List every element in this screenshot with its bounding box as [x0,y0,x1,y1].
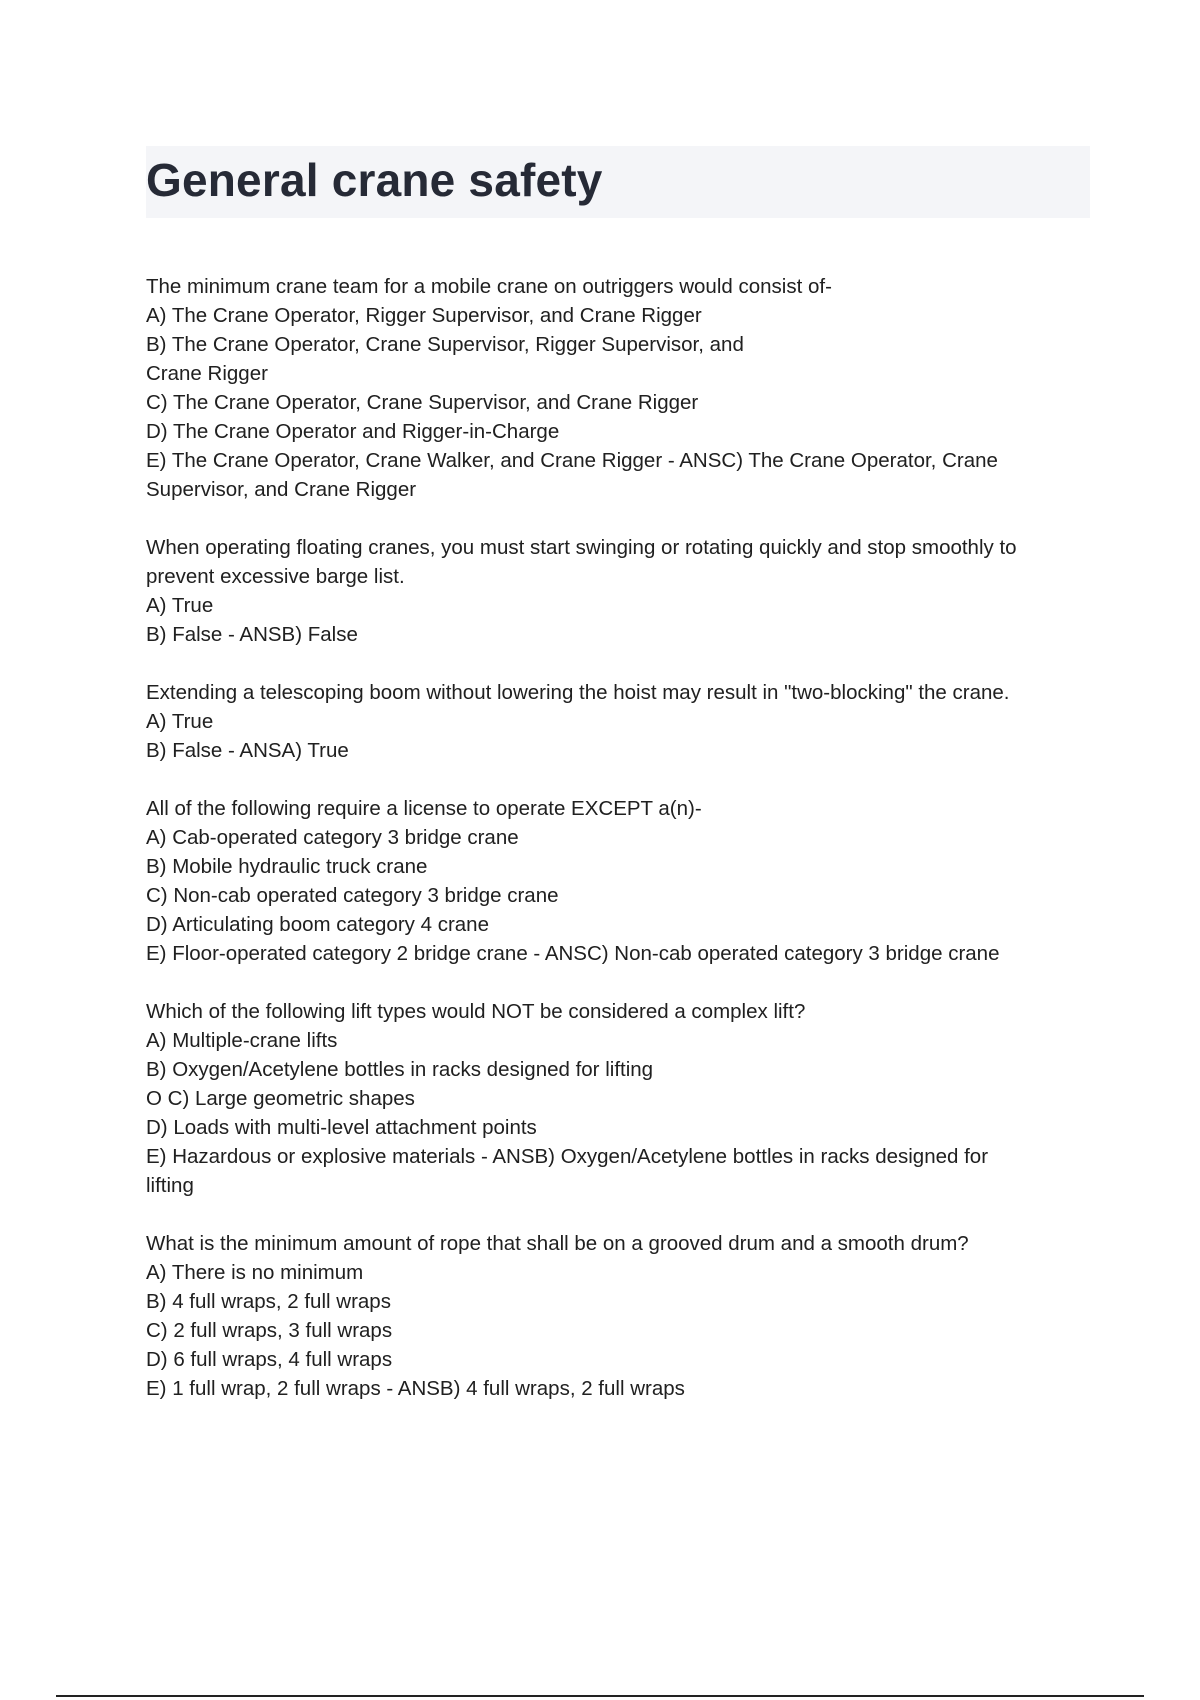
qa-list [146,272,1096,1432]
answer-option: C) Non-cab operated category 3 bridge crane [146,884,559,907]
answer-option: A) The Crane Operator, Rigger Supervisor, and Crane Rigger [146,304,702,327]
question-text: All of the following require a license to operate EXCEPT a(n)- [146,797,702,820]
question-text: What is the minimum amount of rope that shall be on a grooved drum and a smooth drum? [146,1232,969,1255]
answer-option: B) False - ANSB) False [146,623,358,646]
answer-option: B) The Crane Operator, Crane Supervisor, Rigger Supervisor, and [146,333,744,356]
answer-option: lifting [146,1174,194,1197]
answer-option: D) Loads with multi-level attachment points [146,1116,537,1139]
answer-option: Supervisor, and Crane Rigger [146,478,417,501]
question-block [146,678,1096,765]
answer-option: B) 4 full wraps, 2 full wraps [146,1290,391,1313]
question-text: When operating floating cranes, you must start swinging or rotating quickly and stop smoothly to [146,536,1017,559]
question-text: The minimum crane team for a mobile crane on outriggers would consist of- [146,275,832,298]
answer-option: D) Articulating boom category 4 crane [146,913,489,936]
answer-option: A) True [146,594,214,617]
question-block [146,272,1096,504]
answer-option: E) Floor-operated category 2 bridge crane - ANSC) Non-cab operated category 3 bridge crane [146,942,1000,965]
question-text: prevent excessive barge list. [146,565,405,588]
question-block [146,997,1096,1200]
answer-option: C) 2 full wraps, 3 full wraps [146,1319,393,1342]
answer-option: A) There is no minimum [146,1261,364,1284]
answer-option: A) Cab-operated category 3 bridge crane [146,826,519,849]
answer-option: B) False - ANSA) True [146,739,349,762]
question-block [146,794,1096,968]
question-text: Extending a telescoping boom without lowering the hoist may result in "two-blocking" the crane. [146,681,1010,704]
title-banner [146,146,1090,218]
answer-option: A) True [146,710,214,733]
answer-option: C) The Crane Operator, Crane Supervisor, and Crane Rigger [146,391,699,414]
question-block [146,533,1096,649]
answer-option: B) Mobile hydraulic truck crane [146,855,428,878]
page-title: General crane safety [146,154,603,206]
answer-option: B) Oxygen/Acetylene bottles in racks designed for lifting [146,1058,654,1081]
answer-option: D) 6 full wraps, 4 full wraps [146,1348,393,1371]
answer-option: A) Multiple-crane lifts [146,1029,338,1052]
answer-option: E) Hazardous or explosive materials - ANSB) Oxygen/Acetylene bottles in racks designed for [146,1145,989,1168]
answer-option: D) The Crane Operator and Rigger-in-Charge [146,420,560,443]
answer-option: Crane Rigger [146,362,268,385]
answer-option: O C) Large geometric shapes [146,1087,415,1110]
question-text: Which of the following lift types would NOT be considered a complex lift? [146,1000,806,1023]
answer-option: E) The Crane Operator, Crane Walker, and Crane Rigger - ANSC) The Crane Operator, Crane [146,449,998,472]
answer-option: E) 1 full wrap, 2 full wraps - ANSB) 4 full wraps, 2 full wraps [146,1377,685,1400]
footer-divider [56,1695,1144,1697]
question-block [146,1229,1096,1403]
